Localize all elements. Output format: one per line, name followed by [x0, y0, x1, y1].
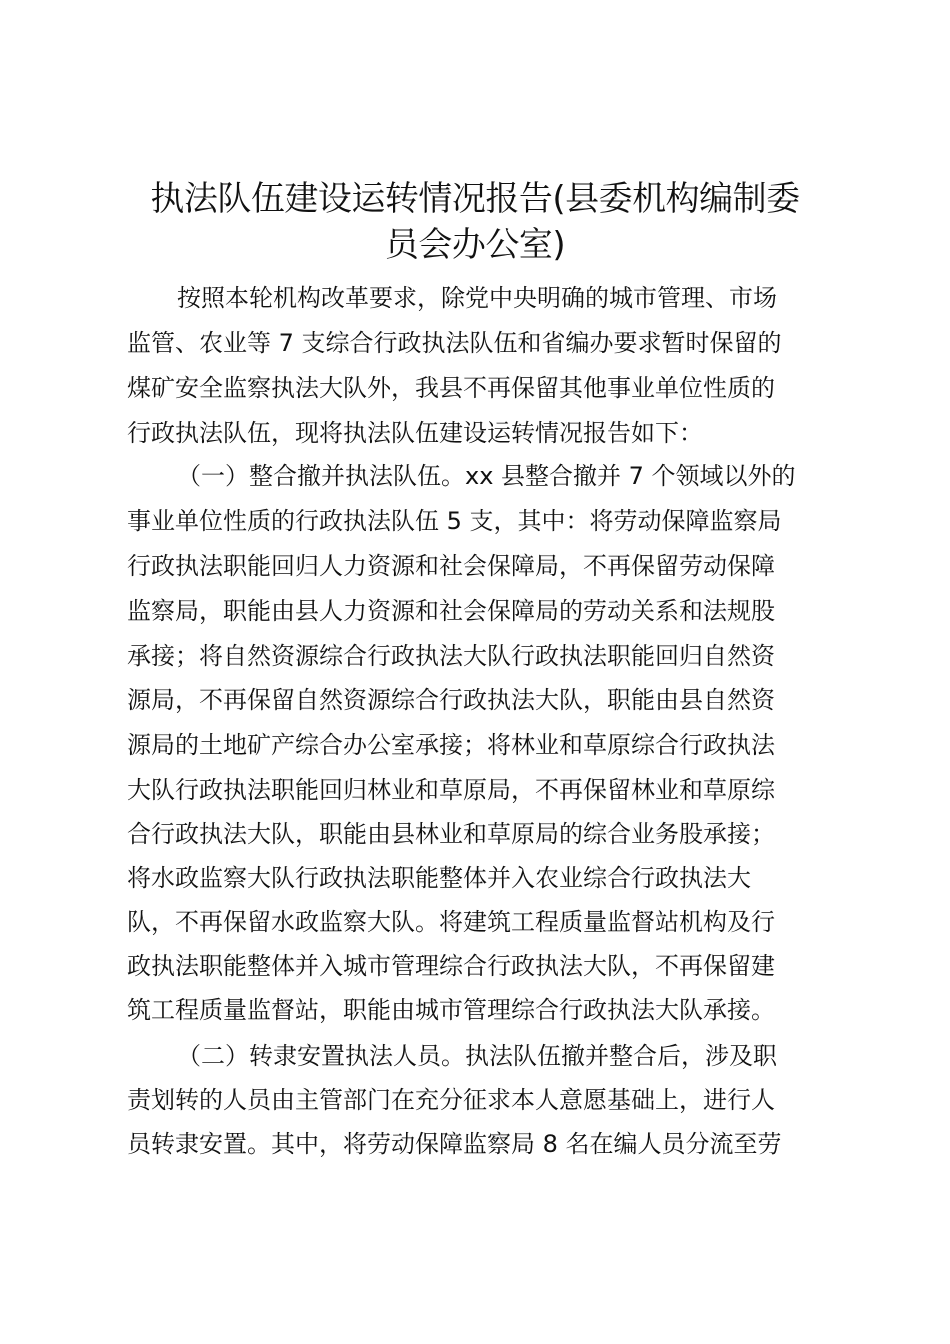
- paragraph-line: 政执法职能整体并入城市管理综合行政执法大队，不再保留建: [127, 952, 775, 980]
- paragraph-line: 按照本轮机构改革要求，除党中央明确的城市管理、市场: [177, 284, 777, 312]
- document-title-line-1: 执法队伍建设运转情况报告(县委机构编制委: [150, 179, 800, 219]
- paragraph-line: 监察局，职能由县人力资源和社会保障局的劳动关系和法规股: [127, 597, 775, 625]
- paragraph-line: 事业单位性质的行政执法队伍 5 支，其中：将劳动保障监察局: [127, 507, 782, 535]
- paragraph-line: 源局的土地矿产综合办公室承接；将林业和草原综合行政执法: [127, 731, 775, 759]
- document-title-line-2: 员会办公室): [384, 225, 566, 265]
- paragraph-line: 将水政监察大队行政执法职能整体并入农业综合行政执法大: [127, 864, 751, 892]
- paragraph-line: 大队行政执法职能回归林业和草原局，不再保留林业和草原综: [127, 776, 775, 804]
- paragraph-line: （二）转隶安置执法人员。执法队伍撤并整合后，涉及职: [177, 1042, 777, 1070]
- paragraph-line: （一）整合撤并执法队伍。xx 县整合撤并 7 个领域以外的: [177, 462, 796, 490]
- paragraph-line: 承接；将自然资源综合行政执法大队行政执法职能回归自然资: [127, 642, 775, 670]
- paragraph-line: 煤矿安全监察执法大队外，我县不再保留其他事业单位性质的: [127, 374, 775, 402]
- paragraph-line: 筑工程质量监督站，职能由城市管理综合行政执法大队承接。: [127, 996, 775, 1024]
- paragraph-line: 源局，不再保留自然资源综合行政执法大队，职能由县自然资: [127, 686, 775, 714]
- paragraph-line: 监管、农业等 7 支综合行政执法队伍和省编办要求暂时保留的: [127, 329, 782, 357]
- paragraph-line: 合行政执法大队，职能由县林业和草原局的综合业务股承接；: [127, 820, 775, 848]
- paragraph-line: 员转隶安置。其中，将劳动保障监察局 8 名在编人员分流至劳: [127, 1130, 782, 1158]
- paragraph-line: 责划转的人员由主管部门在充分征求本人意愿基础上，进行人: [127, 1086, 775, 1114]
- paragraph-line: 行政执法职能回归人力资源和社会保障局，不再保留劳动保障: [127, 552, 775, 580]
- paragraph-line: 行政执法队伍，现将执法队伍建设运转情况报告如下：: [127, 419, 703, 447]
- paragraph-line: 队，不再保留水政监察大队。将建筑工程质量监督站机构及行: [127, 908, 775, 936]
